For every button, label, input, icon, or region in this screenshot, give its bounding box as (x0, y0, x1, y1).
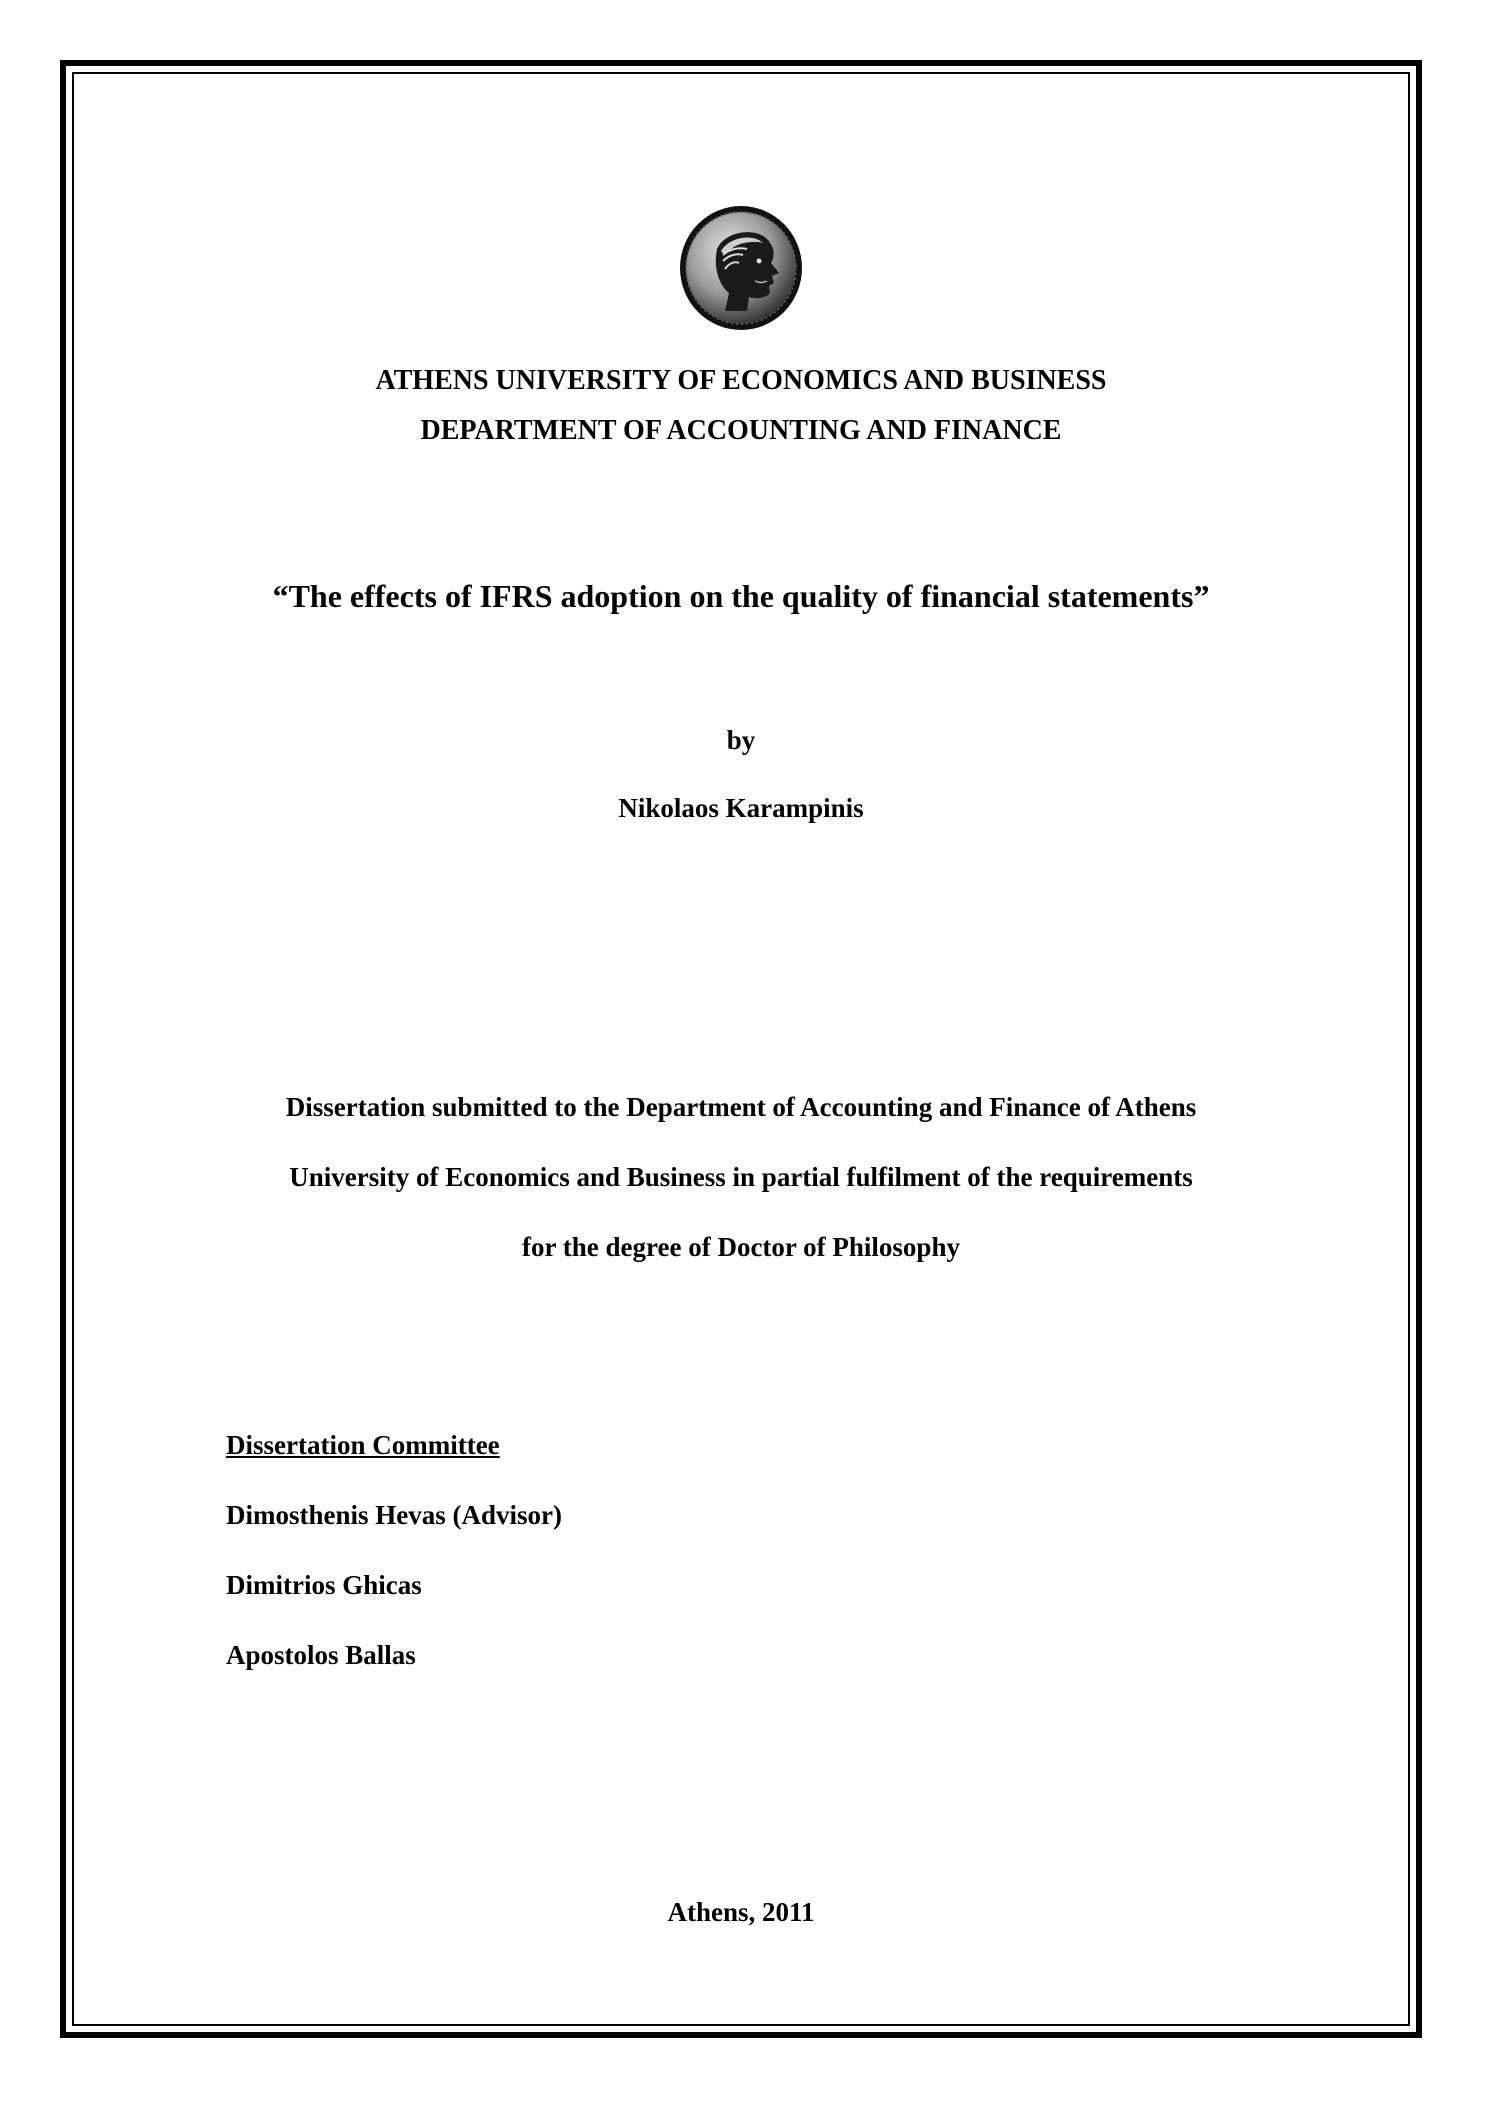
by-label: by (726, 725, 756, 755)
submission-line: Dissertation submitted to the Department of Accounting and Finance of Athens (285, 1092, 1197, 1122)
author-name: Nikolaos Karampinis (618, 793, 864, 823)
dissertation-title: “The effects of IFRS adoption on the quality of financial statements” (272, 578, 1210, 614)
submission-line: University of Economics and Business in partial fulfilment of the requirements (289, 1162, 1193, 1192)
submission-line: for the degree of Doctor of Philosophy (522, 1232, 960, 1262)
department-name: DEPARTMENT OF ACCOUNTING AND FINANCE (420, 415, 1062, 446)
committee-block (226, 1410, 562, 1690)
university-name: ATHENS UNIVERSITY OF ECONOMICS AND BUSINESS (375, 365, 1107, 396)
place-date: Athens, 2011 (667, 1897, 815, 1927)
committee-heading: Dissertation Committee (226, 1430, 500, 1460)
committee-member: Apostolos Ballas (226, 1640, 416, 1670)
institution-block (72, 356, 1410, 456)
committee-member: Dimitrios Ghicas (226, 1570, 422, 1600)
submission-statement (72, 1072, 1410, 1282)
committee-member: Dimosthenis Hevas (Advisor) (226, 1500, 562, 1530)
university-logo-icon (677, 203, 805, 333)
